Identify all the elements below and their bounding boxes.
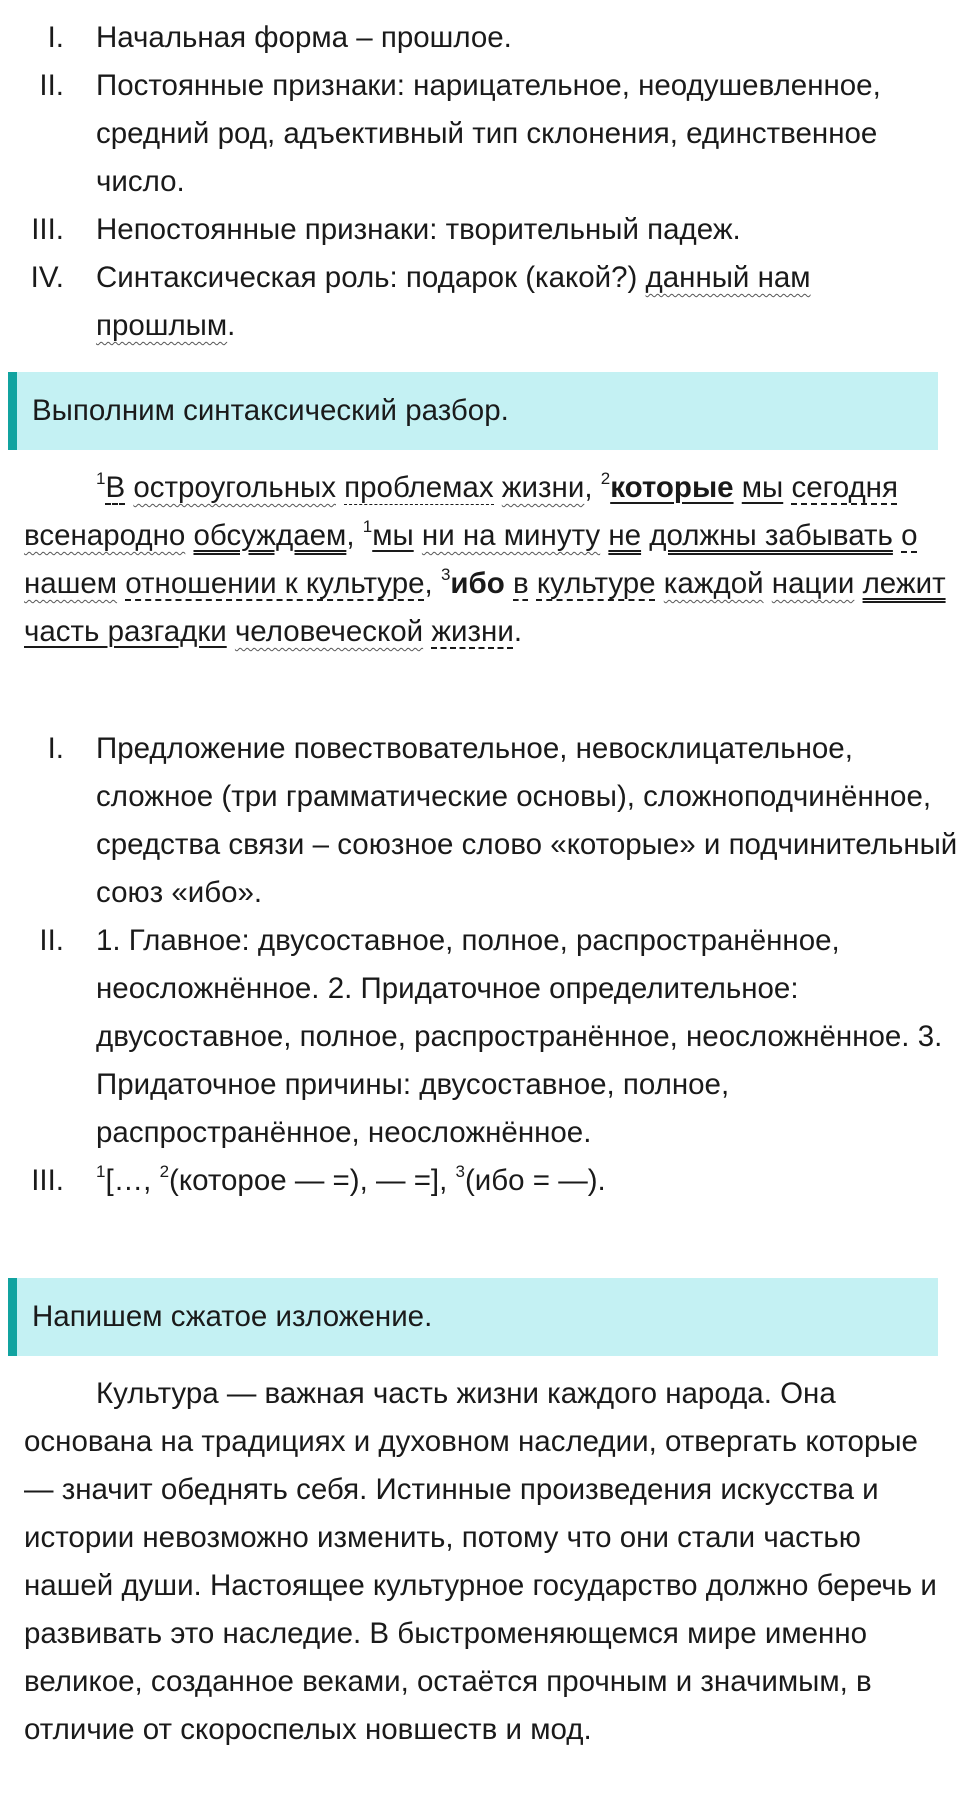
sentence-word: ибо [450,567,505,600]
list-text-part: Синтаксическая роль: подарок (какой?) [96,261,646,294]
morphology-list [0,14,960,350]
list-item [0,206,960,254]
sentence-word: В [105,471,126,504]
list-number: III. [31,213,64,246]
sentence-word: которые [610,471,734,504]
sentence-word: нашем [24,567,118,600]
scheme-part: (которое — =), — =], [169,1164,456,1197]
sentence-word: мы [741,471,784,504]
sentence-word: в [513,567,529,600]
list-number: I. [47,21,64,54]
clause-number: 1 [362,517,373,536]
section-banner-syntax [8,372,938,450]
summary-paragraph [0,1370,960,1754]
list-number: IV. [30,261,64,294]
scheme-part: […, [105,1164,160,1197]
list-text-part: . [227,309,236,342]
list-item [0,725,960,917]
sentence-word: каждой [663,567,764,600]
list-text: Предложение повествовательное, невосклицательное, сложное (три грамматические основы), сложноподчинённое, средства связи – союзное слово «которые» и подчинительный союз «ибо». [96,732,958,909]
sentence-word: проблемах [344,471,494,504]
list-text [96,1157,960,1205]
sentence-word: мы [372,519,414,552]
section-banner-summary [8,1278,938,1356]
clause-number: 2 [159,1162,170,1181]
clause-number: 3 [440,565,451,584]
list-text: 1. Главное: двусоставное, полное, распространённое, неосложнённое. 2. Придаточное определительное: двусоставное, полное, распространённое, неосложнённое. 3. Придаточное причины: двусоставное, полное, распространённое, неосложнённое. [96,924,943,1149]
summary-text: Культура — важная часть жизни каждого народа. Она основана на традициях и духовном наследии, отвергать которые — значит обеднять себя. Истинные произведения искусства и истории невозможно изменить, потому что они стали частью нашей души. Настоящее культурное государство должно беречь и развивать это наследие. В быстроменяющемся мире именно великое, созданное веками, остаётся прочным и значимым, в отличие от скороспелых новшеств и мод. [24,1377,937,1746]
sentence-word: нации [771,567,855,600]
list-item [0,254,960,350]
sentence-word: должны забывать [649,519,893,552]
sentence-word: обсуждаем [193,519,347,552]
banner-title: Напишем сжатое изложение. [32,1300,433,1333]
list-number: I. [47,732,64,765]
sentence-word: часть разгадки [24,615,227,648]
list-text: Начальная форма – прошлое. [96,21,512,54]
spell-flagged-phrase: данный нам прошлым [96,261,811,342]
analyzed-sentence: $^1$В остроугольных проблемах жизни, $^2$которые мы сегодня всенародно обсуждаем, $^1$мы ни на минуту не должны забывать о нашем отношении к культуре, $^3$ибо в культуре каждой нации лежит часть разгадки человеческой жизни. [24,469,946,648]
sentence-word: жизни [501,471,585,504]
list-text: Постоянные признаки: нарицательное, неодушевленное, средний род, адъективный тип склонения, единственное число. [96,69,881,198]
list-number: III. [31,1164,64,1197]
clause-number: 1 [96,1162,106,1181]
sentence-word: остроугольных [133,471,336,504]
sentence-word: отношении к культуре [125,567,425,600]
sentence-word: не [608,519,642,552]
list-item [0,1157,960,1205]
list-text [96,254,960,350]
sentence-word: ни на минуту [421,519,601,552]
scheme-part: (ибо = —). [464,1164,606,1197]
syntax-analysis-list [0,725,960,1205]
sentence-word: человеческой [234,615,424,648]
clause-number: 1 [96,469,106,488]
sentence-word: всенародно [24,519,186,552]
clause-number: 2 [600,469,611,488]
list-text: Непостоянные признаки: творительный падеж. [96,213,741,246]
list-number: II. [39,69,64,102]
list-item [0,917,960,1157]
sentence-word: жизни [431,615,514,648]
list-number: II. [39,924,64,957]
sentence-word: лежит [862,567,946,600]
sentence-word: культуре [536,567,656,600]
sentence-word: о [901,519,918,552]
clause-number: 3 [455,1162,465,1181]
banner-title: Выполним синтаксический разбор. [32,394,509,427]
list-item [0,14,960,62]
list-item [0,62,960,206]
sentence-word: сегодня [791,471,898,504]
